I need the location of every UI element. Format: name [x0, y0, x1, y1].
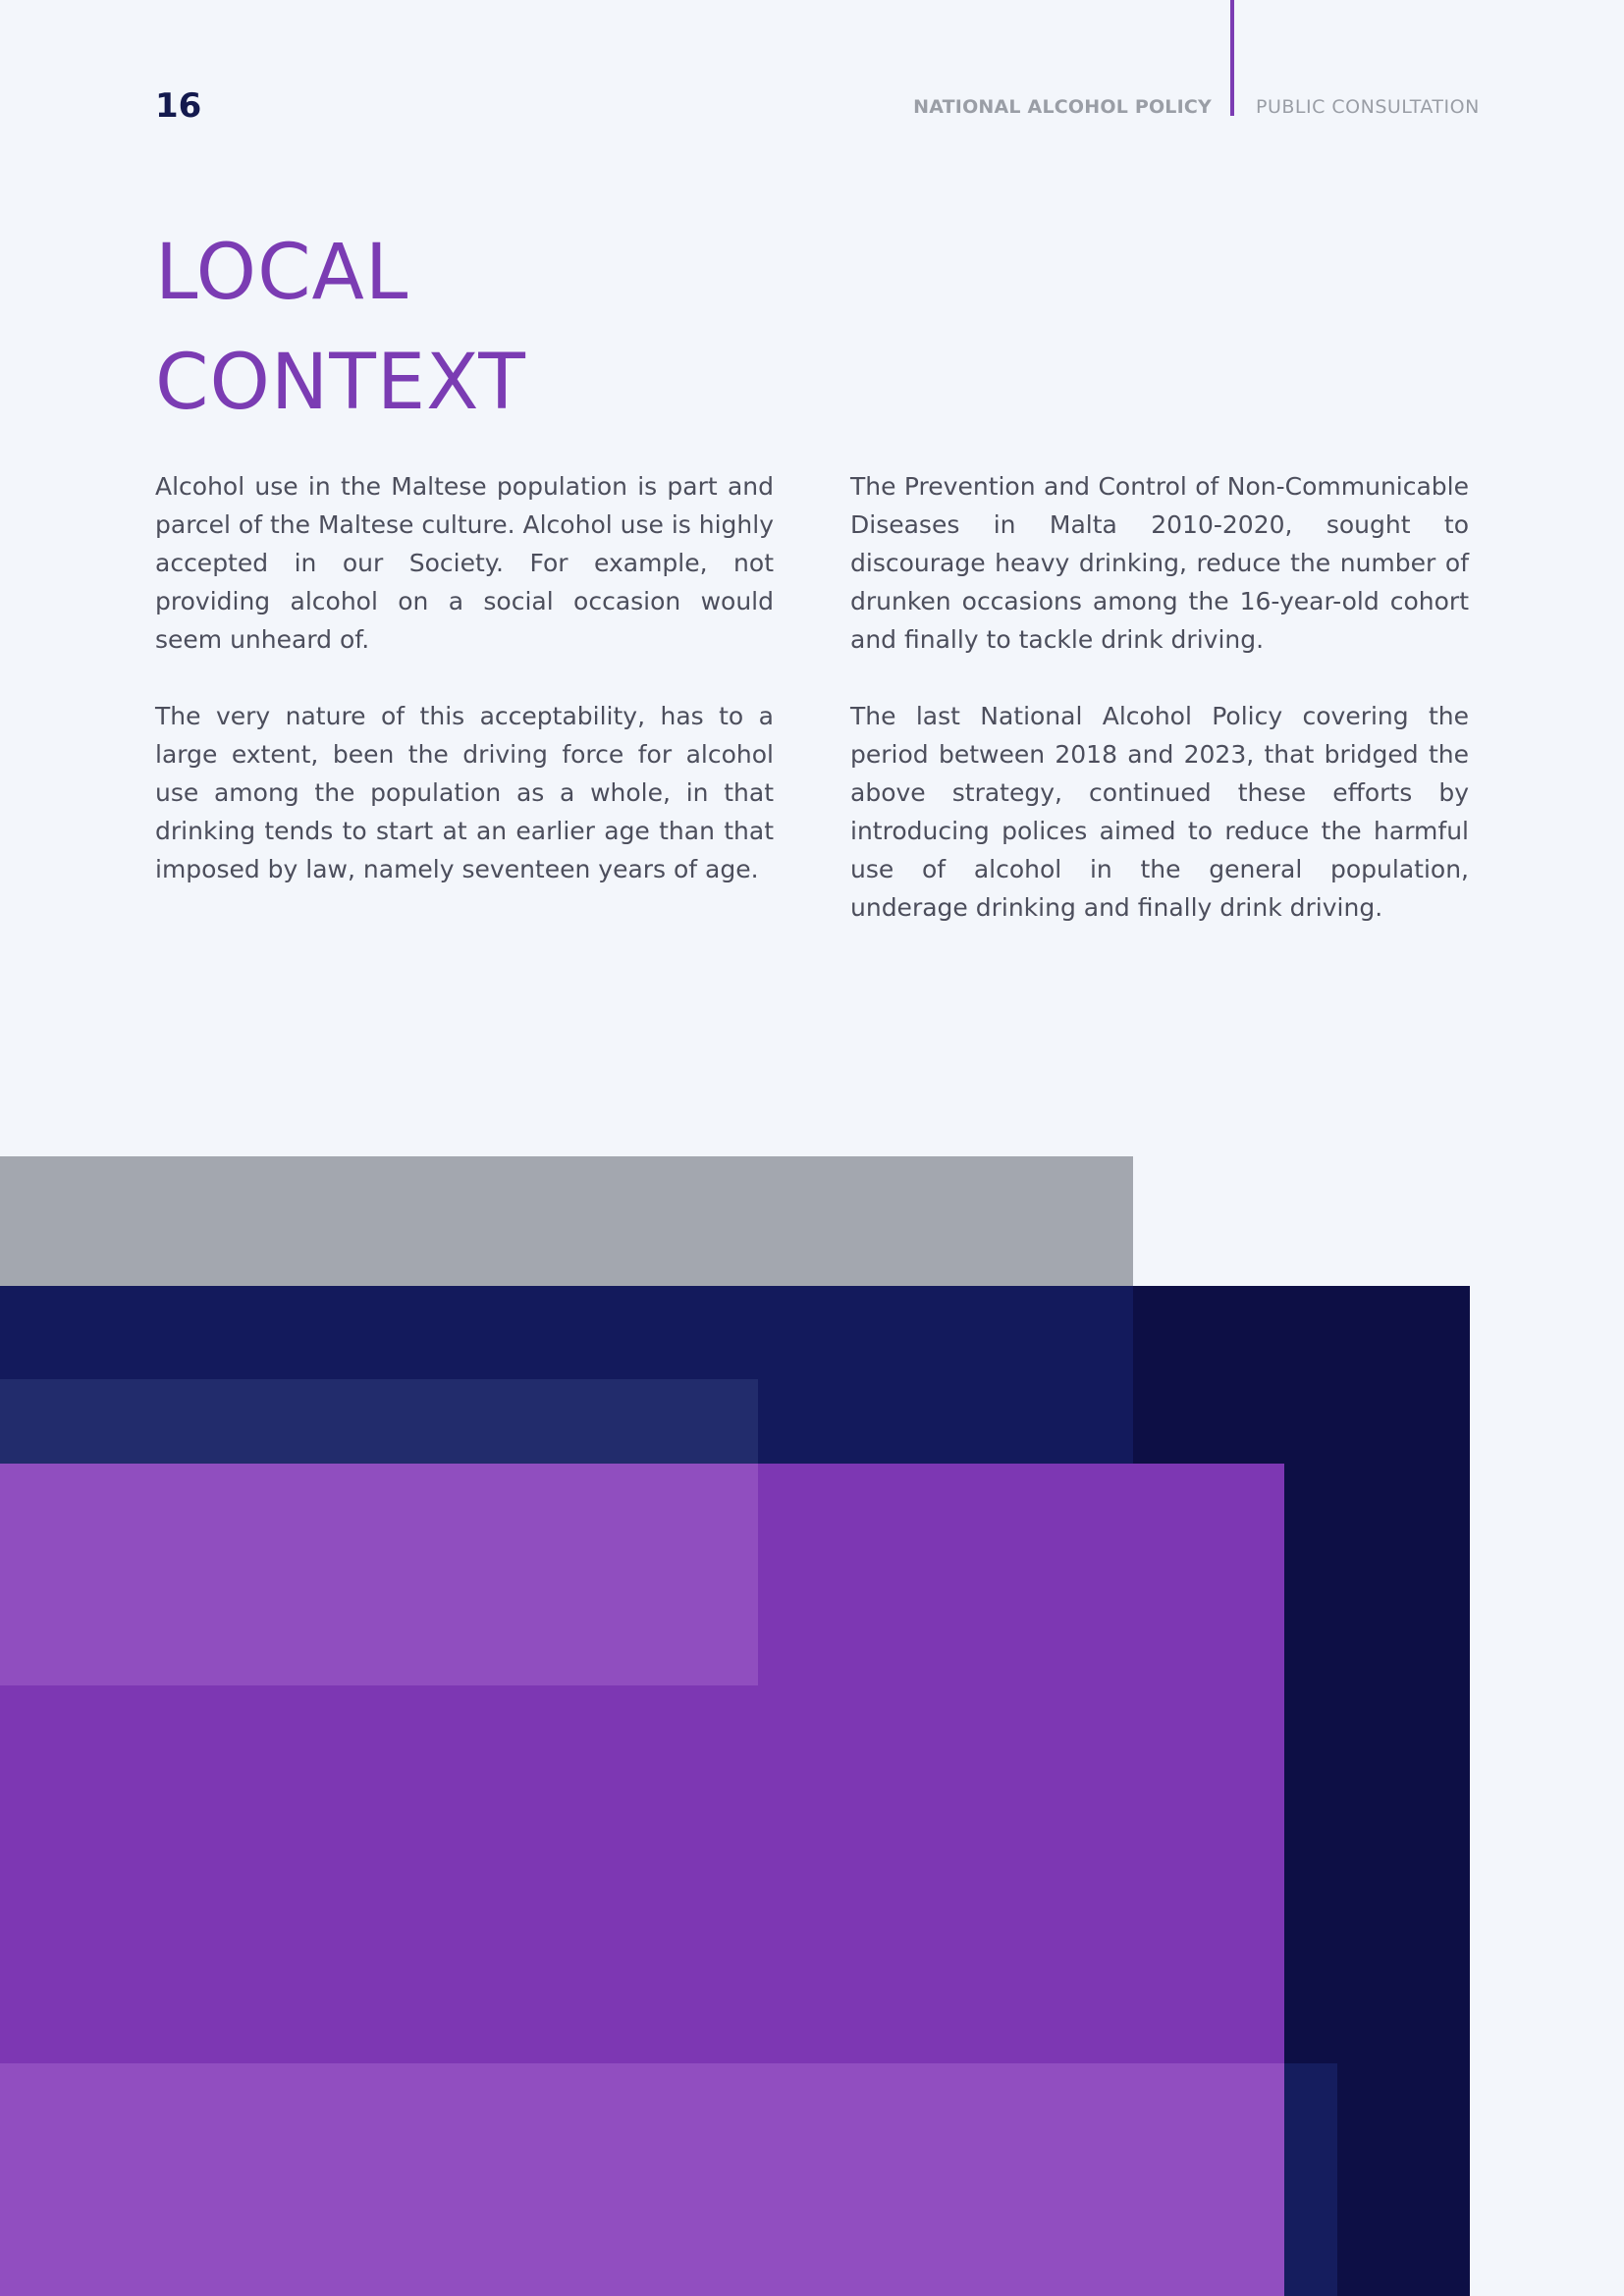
- left-column: [155, 467, 774, 927]
- light-navy-block: [0, 1379, 758, 1464]
- page-title-line-2: CONTEXT: [155, 339, 526, 427]
- page-title: [155, 218, 526, 438]
- paragraph: The Prevention and Control of Non-Communicable Diseases in Malta 2010-2020, sought to discourage heavy drinking, reduce the number of drunken occasions among the 16-year-old cohort and finally to tackle drink driving.: [850, 472, 1469, 654]
- page-title-line-1: LOCAL: [155, 229, 409, 317]
- navy-strip-block: [1284, 2063, 1337, 2296]
- document-subtitle: PUBLIC CONSULTATION: [1256, 96, 1480, 118]
- page-number: 16: [155, 86, 202, 126]
- gray-block: [0, 1156, 1133, 1286]
- header-divider: [1230, 0, 1234, 116]
- paragraph: Alcohol use in the Maltese population is part and parcel of the Maltese culture. Alcohol use is highly accepted in our Society. For example, not providing alcohol on a social occasion would seem unheard of.: [155, 472, 774, 654]
- light-purple-block-bottom: [0, 2063, 1284, 2296]
- document-title: NATIONAL ALCOHOL POLICY: [913, 96, 1212, 118]
- light-purple-block-top: [0, 1464, 758, 1685]
- right-column: [850, 467, 1469, 965]
- paragraph: The last National Alcohol Policy covering the period between 2018 and 2023, that bridged the above strategy, continued these efforts by introducing polices aimed to reduce the harmful use of alcohol in the general population, underage drinking and finally drink driving.: [850, 702, 1469, 922]
- paragraph: The very nature of this acceptability, has to a large extent, been the driving force for alcohol use among the population as a whole, in that drinking tends to start at an earlier age than that imposed by law, namely seventeen years of age.: [155, 702, 774, 883]
